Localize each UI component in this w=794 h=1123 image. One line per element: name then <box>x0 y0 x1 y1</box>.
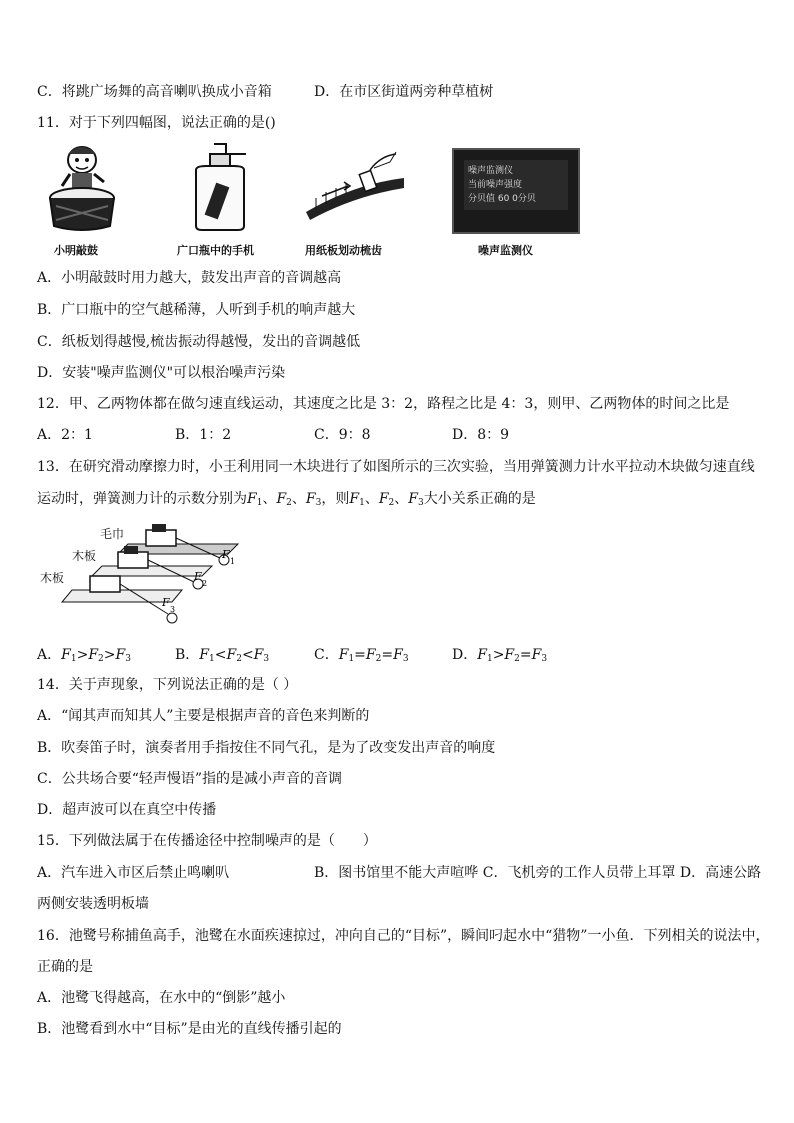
q16-stem-line-1: 16．池鹭号称捕鱼高手，池鹭在水面疾速掠过，冲向自己的“目标”，瞬间叼起水中“猎物”一小鱼．下列相关的说法中， <box>37 928 770 944</box>
q11-option-b: B．广口瓶中的空气越稀薄，人听到手机的响声越大 <box>37 302 356 318</box>
q11-caption-2: 广口瓶中的手机 <box>177 244 254 257</box>
q12-option-a: A．2：1 <box>37 427 93 443</box>
monitor-line-3: 分贝值 60 0分贝 <box>468 194 536 204</box>
q11-caption-4: 噪声监测仪 <box>478 244 533 257</box>
label-board-2: 木板 <box>40 571 65 585</box>
q14-stem: 14．关于声现象，下列说法正确的是（ ） <box>37 677 298 693</box>
monitor-line-2: 当前噪声强度 <box>468 180 523 190</box>
q12-option-d: D．8：9 <box>452 427 510 443</box>
q11-option-c: C．纸板划得越慢,梳齿振动得越慢，发出的音调越低 <box>37 334 361 350</box>
label-board-1: 木板 <box>72 549 97 563</box>
label-f3: F <box>162 596 170 609</box>
q12-option-c: C．9：8 <box>314 427 371 443</box>
q14-option-c: C．公共场合要“轻声慢语”指的是减小声音的音调 <box>37 771 343 787</box>
q13-stem-line-2: 运动时，弹簧测力计的示数分别为$F_1$、$F_2$、$F_3$，则$F_1$、$F_2$、$F_3$大小关系正确的是 <box>37 491 536 508</box>
q13-option-d: D．$F_1>F_2=F_3$ <box>452 647 548 664</box>
q14-option-b: B．吹奏笛子时，演奏者用手指按住不同气孔，是为了改变发出声音的响度 <box>37 740 496 756</box>
label-f2: F <box>194 570 202 583</box>
q15-options-bcd: B．图书馆里不能大声喧哗 C．飞机旁的工作人员带上耳罩 D．高速公路 <box>314 865 762 881</box>
label-f3-sub: 3 <box>170 605 176 614</box>
q14-option-d: D．超声波可以在真空中传播 <box>37 802 217 818</box>
noise-monitor-figure <box>452 148 580 234</box>
q10-option-d: D．在市区街道两旁种草植树 <box>314 84 494 100</box>
q13-stem-line-1: 13．在研究滑动摩擦力时，小王利用同一木块进行了如图所示的三次实验，当用弹簧测力计水平拉动木块做匀速直线 <box>37 459 755 475</box>
q11-caption-1: 小明敲鼓 <box>54 244 98 257</box>
label-towel: 毛巾 <box>100 527 125 541</box>
q12-option-b: B．1：2 <box>175 427 232 443</box>
phone-in-jar-figure <box>186 140 256 232</box>
monitor-screen <box>464 160 568 210</box>
q16-option-a: A．池鹭飞得越高，在水中的“倒影”越小 <box>37 990 286 1006</box>
q14-option-a: A．“闻其声而知其人”主要是根据声音的音色来判断的 <box>37 708 370 724</box>
q11-caption-3: 用纸板划动梳齿 <box>305 244 382 257</box>
comb-cardboard-figure <box>304 148 408 228</box>
q11-option-a: A．小明敲鼓时用力越大，鼓发出声音的音调越高 <box>37 270 342 286</box>
q11-stem: 11．对于下列四幅图，说法正确的是() <box>37 115 276 131</box>
q13-option-a: A．$F_1>F_2>F_3$ <box>37 647 131 664</box>
q16-stem-line-2: 正确的是 <box>37 959 93 975</box>
q16-option-b: B．池鹭看到水中“目标”是由光的直线传播引起的 <box>37 1021 342 1037</box>
friction-experiment-figure <box>38 522 248 632</box>
q13-stem-post: 大小关系正确的是 <box>423 491 536 507</box>
q13-option-c: C．$F_1=F_2=F_3$ <box>314 647 409 664</box>
monitor-line-1: 噪声监测仪 <box>468 166 514 176</box>
q15-option-d-continued: 两侧安装透明板墙 <box>37 896 149 912</box>
q13-stem-pre: 运动时，弹簧测力计的示数分别为 <box>37 491 247 507</box>
q15-stem: 15．下列做法属于在传播途径中控制噪声的是（ ） <box>37 833 377 849</box>
q15-option-a: A．汽车进入市区后禁止鸣喇叭 <box>37 865 230 881</box>
q13-option-b: B．$F_1<F_2<F_3$ <box>175 647 270 664</box>
label-f2-sub: 2 <box>202 579 208 588</box>
q10-option-c: C．将跳广场舞的高音喇叭换成小音箱 <box>37 84 272 100</box>
q11-option-d: D．安装"噪声监测仪"可以根治噪声污染 <box>37 365 286 381</box>
label-f1: F <box>222 548 230 561</box>
q12-stem: 12．甲、乙两物体都在做匀速直线运动，其速度之比是 3：2，路程之比是 4：3，则甲、乙两物体的时间之比是 <box>37 396 730 412</box>
label-f1-sub: 1 <box>230 557 236 566</box>
boy-drumming-figure <box>42 140 122 232</box>
